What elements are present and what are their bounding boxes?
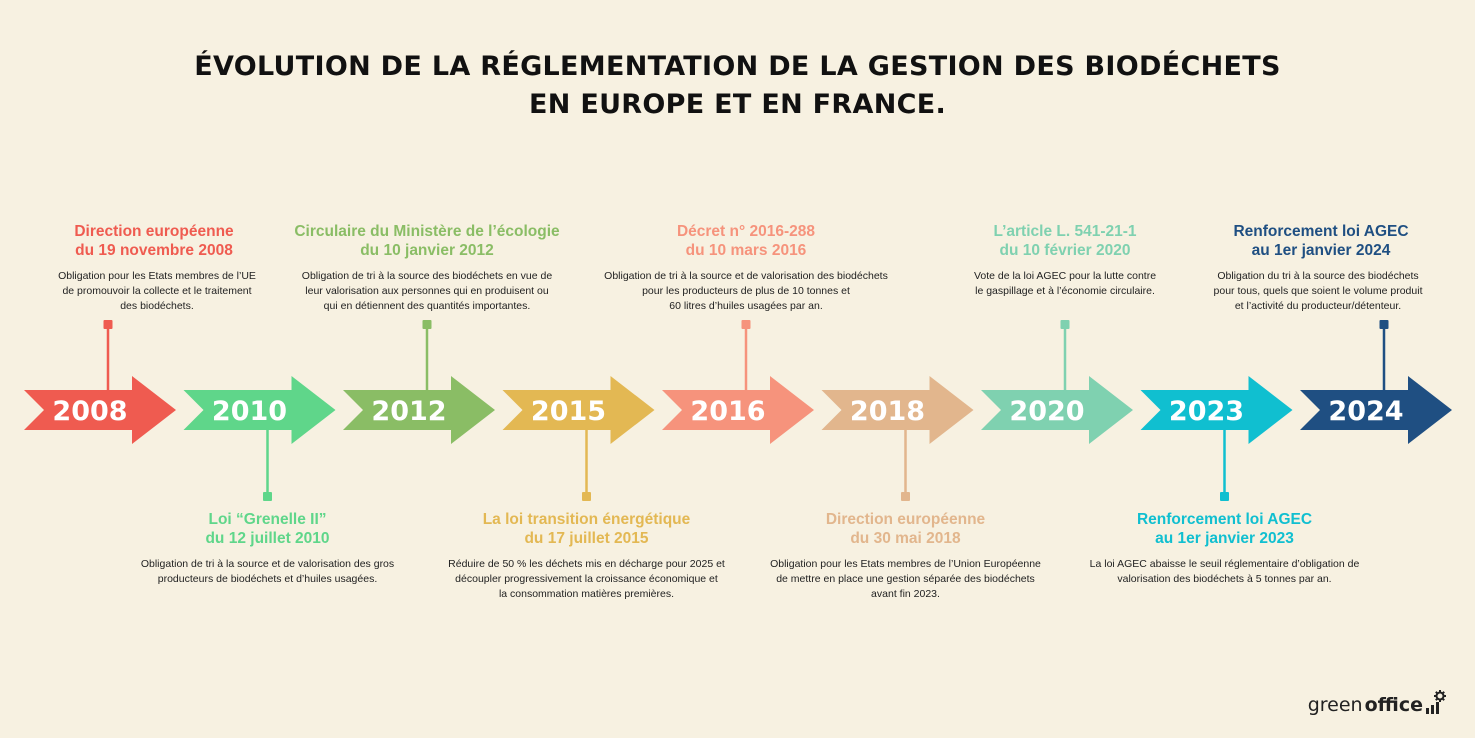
event-heading-2024 (1171, 222, 1471, 260)
event-description-2016 (591, 269, 901, 314)
event-heading-line: du 17 juillet 2015 (524, 530, 649, 547)
event-heading-2018 (756, 510, 1056, 548)
event-description-line: Obligation pour les Etats membres de l’UE (58, 270, 256, 282)
event-description-line: Obligation de tri à la source et de valorisation des biodéchets (604, 270, 888, 282)
event-description-line: Obligation du tri à la source des biodéchets (1217, 270, 1419, 282)
event-heading-2020 (915, 222, 1215, 260)
event-heading-line: du 10 février 2020 (999, 242, 1131, 259)
event-description-line: des biodéchets. (120, 300, 194, 312)
year-label-2015: 2015 (530, 396, 607, 427)
year-label-2012: 2012 (371, 396, 447, 427)
event-description-line: 60 litres d’huiles usagées par an. (669, 300, 823, 312)
event-heading-line: du 10 janvier 2012 (360, 242, 494, 259)
event-description-line: Obligation de tri à la source des biodéchets en vue de (301, 270, 553, 282)
event-heading-2016 (596, 222, 896, 260)
event-description-line: de mettre en place une gestion séparée des biodéchets (776, 573, 1035, 585)
event-description-2024 (1163, 269, 1473, 314)
event-heading-line: du 10 mars 2016 (685, 242, 807, 259)
event-heading-line: au 1er janvier 2023 (1155, 530, 1294, 547)
connector-marker-2016 (742, 320, 751, 329)
event-description-line: pour les producteurs de plus de 10 tonnes et (642, 285, 850, 297)
event-heading-2010 (118, 510, 418, 548)
gear-icon (1425, 690, 1447, 716)
event-description-line: Obligation de tri à la source et de valorisation des gros (140, 558, 395, 570)
event-heading-line: Renforcement loi AGEC (1136, 511, 1313, 528)
event-heading-line: Circulaire du Ministère de l’écologie (294, 223, 560, 240)
event-heading-line: Décret n° 2016-288 (676, 223, 816, 240)
event-description-line: valorisation des biodéchets à 5 tonnes par an. (1117, 573, 1332, 585)
event-description-2012 (272, 269, 582, 314)
event-description-line: Réduire de 50 % les déchets mis en décharge pour 2025 et (448, 558, 725, 570)
event-heading-line: L’article L. 541-21-1 (993, 223, 1137, 240)
event-description-2015 (432, 557, 742, 602)
page-title-line2: EN EUROPE ET EN FRANCE. (528, 89, 947, 120)
event-heading-2012 (277, 222, 577, 260)
page-title-line1: ÉVOLUTION DE LA RÉGLEMENTATION DE LA GESTION DES BIODÉCHETS (194, 51, 1281, 82)
event-heading-2023 (1075, 510, 1375, 548)
connector-marker-2023 (1220, 492, 1229, 501)
brand-green: green (1307, 694, 1363, 716)
connector-marker-2020 (1061, 320, 1070, 329)
event-description-2010 (113, 557, 423, 587)
event-heading-line: du 19 novembre 2008 (75, 242, 233, 259)
connector-marker-2012 (423, 320, 432, 329)
event-description-line: Vote de la loi AGEC pour la lutte contre (973, 270, 1157, 282)
event-heading-line: Direction européenne (74, 223, 234, 240)
event-description-line: de promouvoir la collecte et le traitement (62, 285, 252, 297)
event-description-line: la consommation matières premières. (498, 588, 675, 600)
event-heading-line: La loi transition énergétique (482, 511, 691, 528)
event-heading-line: Direction européenne (825, 511, 986, 528)
connector-marker-2024 (1380, 320, 1389, 329)
event-description-line: découpler progressivement la croissance économique et (455, 573, 718, 585)
connector-marker-2015 (582, 492, 591, 501)
event-heading-2015 (437, 510, 737, 548)
event-description-2018 (751, 557, 1061, 602)
event-heading-2008 (4, 222, 304, 260)
year-label-2024: 2024 (1328, 396, 1404, 427)
event-description-line: avant fin 2023. (871, 588, 940, 600)
event-heading-line: du 12 juillet 2010 (205, 530, 330, 547)
event-description-line: leur valorisation aux personnes qui en produisent ou (305, 285, 549, 297)
year-label-2016: 2016 (690, 396, 766, 427)
event-description-line: et l’activité du producteur/détenteur. (1234, 300, 1402, 312)
year-label-2008: 2008 (52, 396, 128, 427)
brand-logo (1308, 690, 1447, 716)
event-description-2008 (2, 269, 312, 314)
year-label-2023: 2023 (1168, 396, 1245, 427)
event-description-line: La loi AGEC abaisse le seuil réglementaire d’obligation de (1089, 558, 1360, 570)
event-description-line: qui en détiennent des quantités importantes. (323, 300, 531, 312)
year-label-2020: 2020 (1009, 396, 1085, 427)
event-heading-line: Renforcement loi AGEC (1233, 223, 1409, 240)
event-heading-line: Loi “Grenelle II” (208, 511, 327, 528)
connector-marker-2010 (263, 492, 272, 501)
event-description-line: le gaspillage et à l’économie circulaire. (975, 285, 1155, 297)
event-description-2023 (1070, 557, 1380, 587)
event-description-line: pour tous, quels que soient le volume produit (1213, 285, 1423, 297)
event-description-line: producteurs de biodéchets et d’huiles usagées. (157, 573, 378, 585)
year-label-2018: 2018 (849, 396, 926, 427)
event-heading-line: au 1er janvier 2024 (1251, 242, 1391, 259)
year-label-2010: 2010 (211, 396, 288, 427)
connector-marker-2008 (104, 320, 113, 329)
event-heading-line: du 30 mai 2018 (850, 530, 961, 547)
brand-office: office (1364, 694, 1423, 716)
connector-marker-2018 (901, 492, 910, 501)
event-description-line: Obligation pour les Etats membres de l’Union Européenne (770, 558, 1041, 570)
